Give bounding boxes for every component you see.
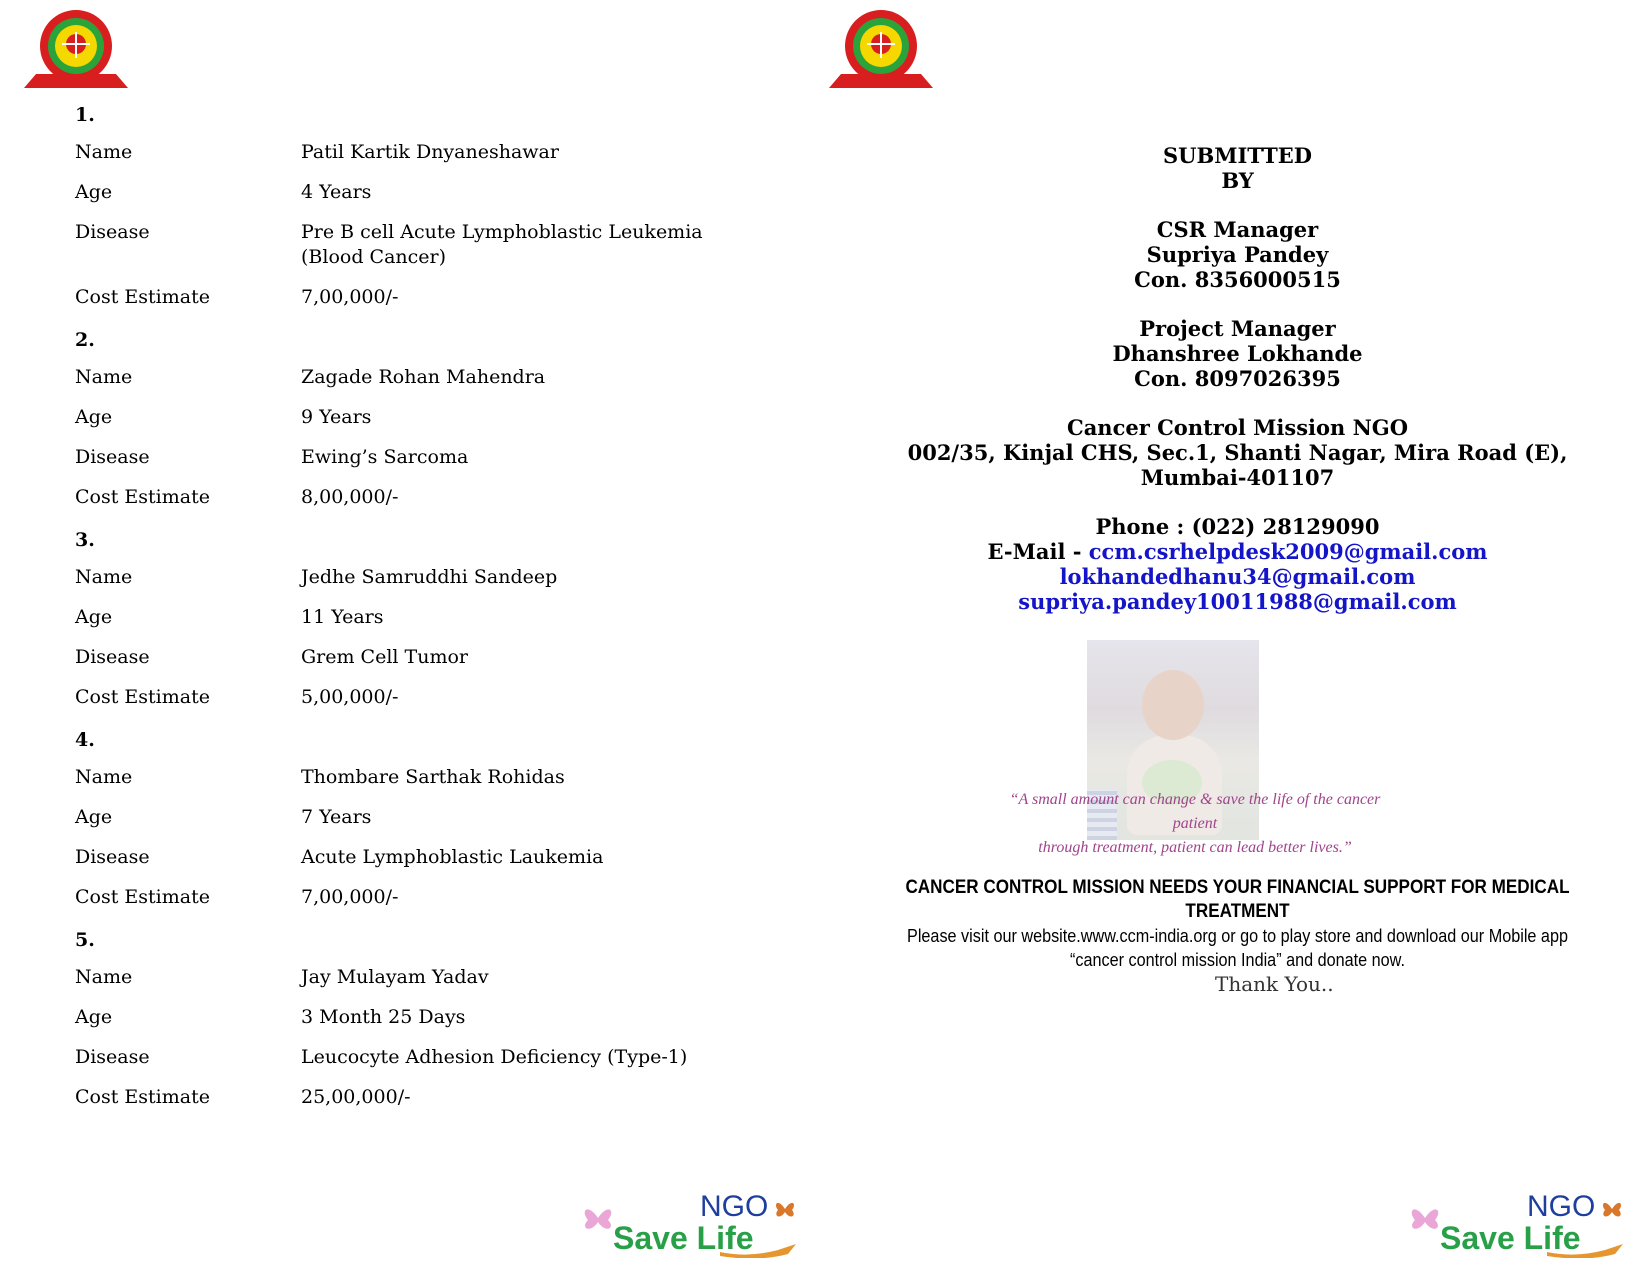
name-label: Name: [75, 966, 133, 988]
phone: Phone : (022) 28129090: [1095, 514, 1380, 539]
csr-name: Supriya Pandey: [1146, 242, 1329, 267]
appeal-line-2: Please visit our website.www.ccm-india.org or go to play store and download our Mobile app: [907, 926, 1568, 946]
age-label: Age: [75, 1006, 113, 1028]
patient-name: Jay Mulayam Yadav: [301, 966, 489, 988]
right-page: [825, 0, 1650, 1275]
patient-number: 5.: [75, 929, 95, 951]
patient-entry: [75, 325, 775, 510]
cost-label: Cost Estimate: [75, 1086, 210, 1108]
csr-contact: Con. 8356000515: [1134, 267, 1341, 292]
age-label: Age: [75, 606, 113, 628]
patient-disease: Pre B cell Acute Lymphoblastic Leukemia (Blood Cancer): [301, 221, 703, 268]
patient-age: 7 Years: [301, 806, 372, 828]
patient-name: Thombare Sarthak Rohidas: [301, 766, 565, 788]
patient-disease: Ewing’s Sarcoma: [301, 446, 469, 468]
butterfly-icon: [578, 1198, 618, 1238]
patient-disease: Acute Lymphoblastic Laukemia: [301, 846, 604, 868]
appeal-headline: CANCER CONTROL MISSION NEEDS YOUR FINANCIAL SUPPORT FOR MEDICAL TREATMENT: [905, 877, 1570, 922]
age-label: Age: [75, 406, 113, 428]
patient-age: 9 Years: [301, 406, 372, 428]
butterfly-icon: [1405, 1198, 1445, 1238]
address-line-1: 002/35, Kinjal CHS, Sec.1, Shanti Nagar, Mira Road (E),: [907, 440, 1568, 465]
ngo-text: NGO: [1527, 1190, 1596, 1223]
disease-label: Disease: [75, 221, 150, 243]
donation-appeal: [866, 876, 1609, 972]
hand-icon: [718, 1242, 798, 1258]
pm-contact: Con. 8097026395: [1134, 366, 1341, 391]
quote: [1005, 788, 1385, 860]
submission-details: [825, 143, 1650, 614]
email-link[interactable]: lokhandedhanu34@gmail.com: [1059, 564, 1416, 589]
org-name: Cancer Control Mission NGO: [1066, 415, 1408, 440]
patient-age: 11 Years: [301, 606, 384, 628]
patient-age: 4 Years: [301, 181, 372, 203]
patient-name: Zagade Rohan Mahendra: [301, 366, 546, 388]
patient-entry: [75, 525, 775, 710]
thank-you-text: Thank You..: [1215, 972, 1334, 996]
ngo-text: NGO: [700, 1190, 769, 1223]
email-link[interactable]: ccm.csrhelpdesk2009@gmail.com: [1088, 539, 1488, 564]
patient-entry: [75, 925, 775, 1110]
patient-cost: 7,00,000/-: [301, 286, 399, 308]
patient-cost: 5,00,000/-: [301, 686, 399, 708]
address-line-2: Mumbai-401107: [1140, 465, 1335, 490]
quote-line-2: through treatment, patient can lead better lives.”: [1038, 839, 1352, 856]
patient-cost: 8,00,000/-: [301, 486, 399, 508]
cost-label: Cost Estimate: [75, 886, 210, 908]
patient-cost: 25,00,000/-: [301, 1086, 411, 1108]
patient-number: 3.: [75, 529, 95, 551]
disease-label: Disease: [75, 846, 150, 868]
patient-photo-with-quote: [1005, 640, 1385, 856]
csr-title: CSR Manager: [1156, 217, 1319, 242]
disease-label: Disease: [75, 446, 150, 468]
email-link[interactable]: supriya.pandey10011988@gmail.com: [1018, 589, 1457, 614]
patient-cost: 7,00,000/-: [301, 886, 399, 908]
cancer-control-mission-logo: [825, 8, 937, 94]
name-label: Name: [75, 566, 133, 588]
disease-label: Disease: [75, 1046, 150, 1068]
patient-disease: Leucocyte Adhesion Deficiency (Type-1): [301, 1046, 688, 1068]
age-label: Age: [75, 181, 113, 203]
save-life-text: Save Life: [1440, 1220, 1581, 1256]
by-heading: BY: [1221, 168, 1254, 193]
butterfly-icon: [772, 1196, 798, 1222]
patient-name: Jedhe Samruddhi Sandeep: [301, 566, 558, 588]
patient-number: 1.: [75, 104, 95, 126]
quote-line-1: “A small amount can change & save the life of the cancer patient: [1009, 791, 1381, 832]
patient-age: 3 Month 25 Days: [301, 1006, 466, 1028]
name-label: Name: [75, 766, 133, 788]
pm-name: Dhanshree Lokhande: [1112, 341, 1363, 366]
butterfly-icon: [1599, 1196, 1625, 1222]
cost-label: Cost Estimate: [75, 486, 210, 508]
cost-label: Cost Estimate: [75, 686, 210, 708]
patient-list: [75, 100, 775, 1125]
save-life-text: Save Life: [613, 1220, 754, 1256]
submitted-heading: SUBMITTED: [1162, 143, 1313, 168]
name-label: Name: [75, 366, 133, 388]
patient-number: 2.: [75, 329, 95, 351]
pm-title: Project Manager: [1139, 316, 1336, 341]
disease-label: Disease: [75, 646, 150, 668]
patient-entry: [75, 100, 775, 310]
appeal-line-3: “cancer control mission India” and donate now.: [1070, 950, 1405, 970]
ngo-save-life-logo: [578, 1190, 803, 1258]
patient-number: 4.: [75, 729, 95, 751]
name-label: Name: [75, 141, 133, 163]
hand-icon: [1545, 1242, 1625, 1258]
email-label: E-Mail -: [987, 539, 1089, 564]
patient-name: Patil Kartik Dnyaneshawar: [301, 141, 559, 163]
patient-entry: [75, 725, 775, 910]
cost-label: Cost Estimate: [75, 286, 210, 308]
cancer-control-mission-logo: [20, 8, 132, 94]
age-label: Age: [75, 806, 113, 828]
ngo-save-life-logo: [1405, 1190, 1630, 1258]
patient-disease: Grem Cell Tumor: [301, 646, 468, 668]
